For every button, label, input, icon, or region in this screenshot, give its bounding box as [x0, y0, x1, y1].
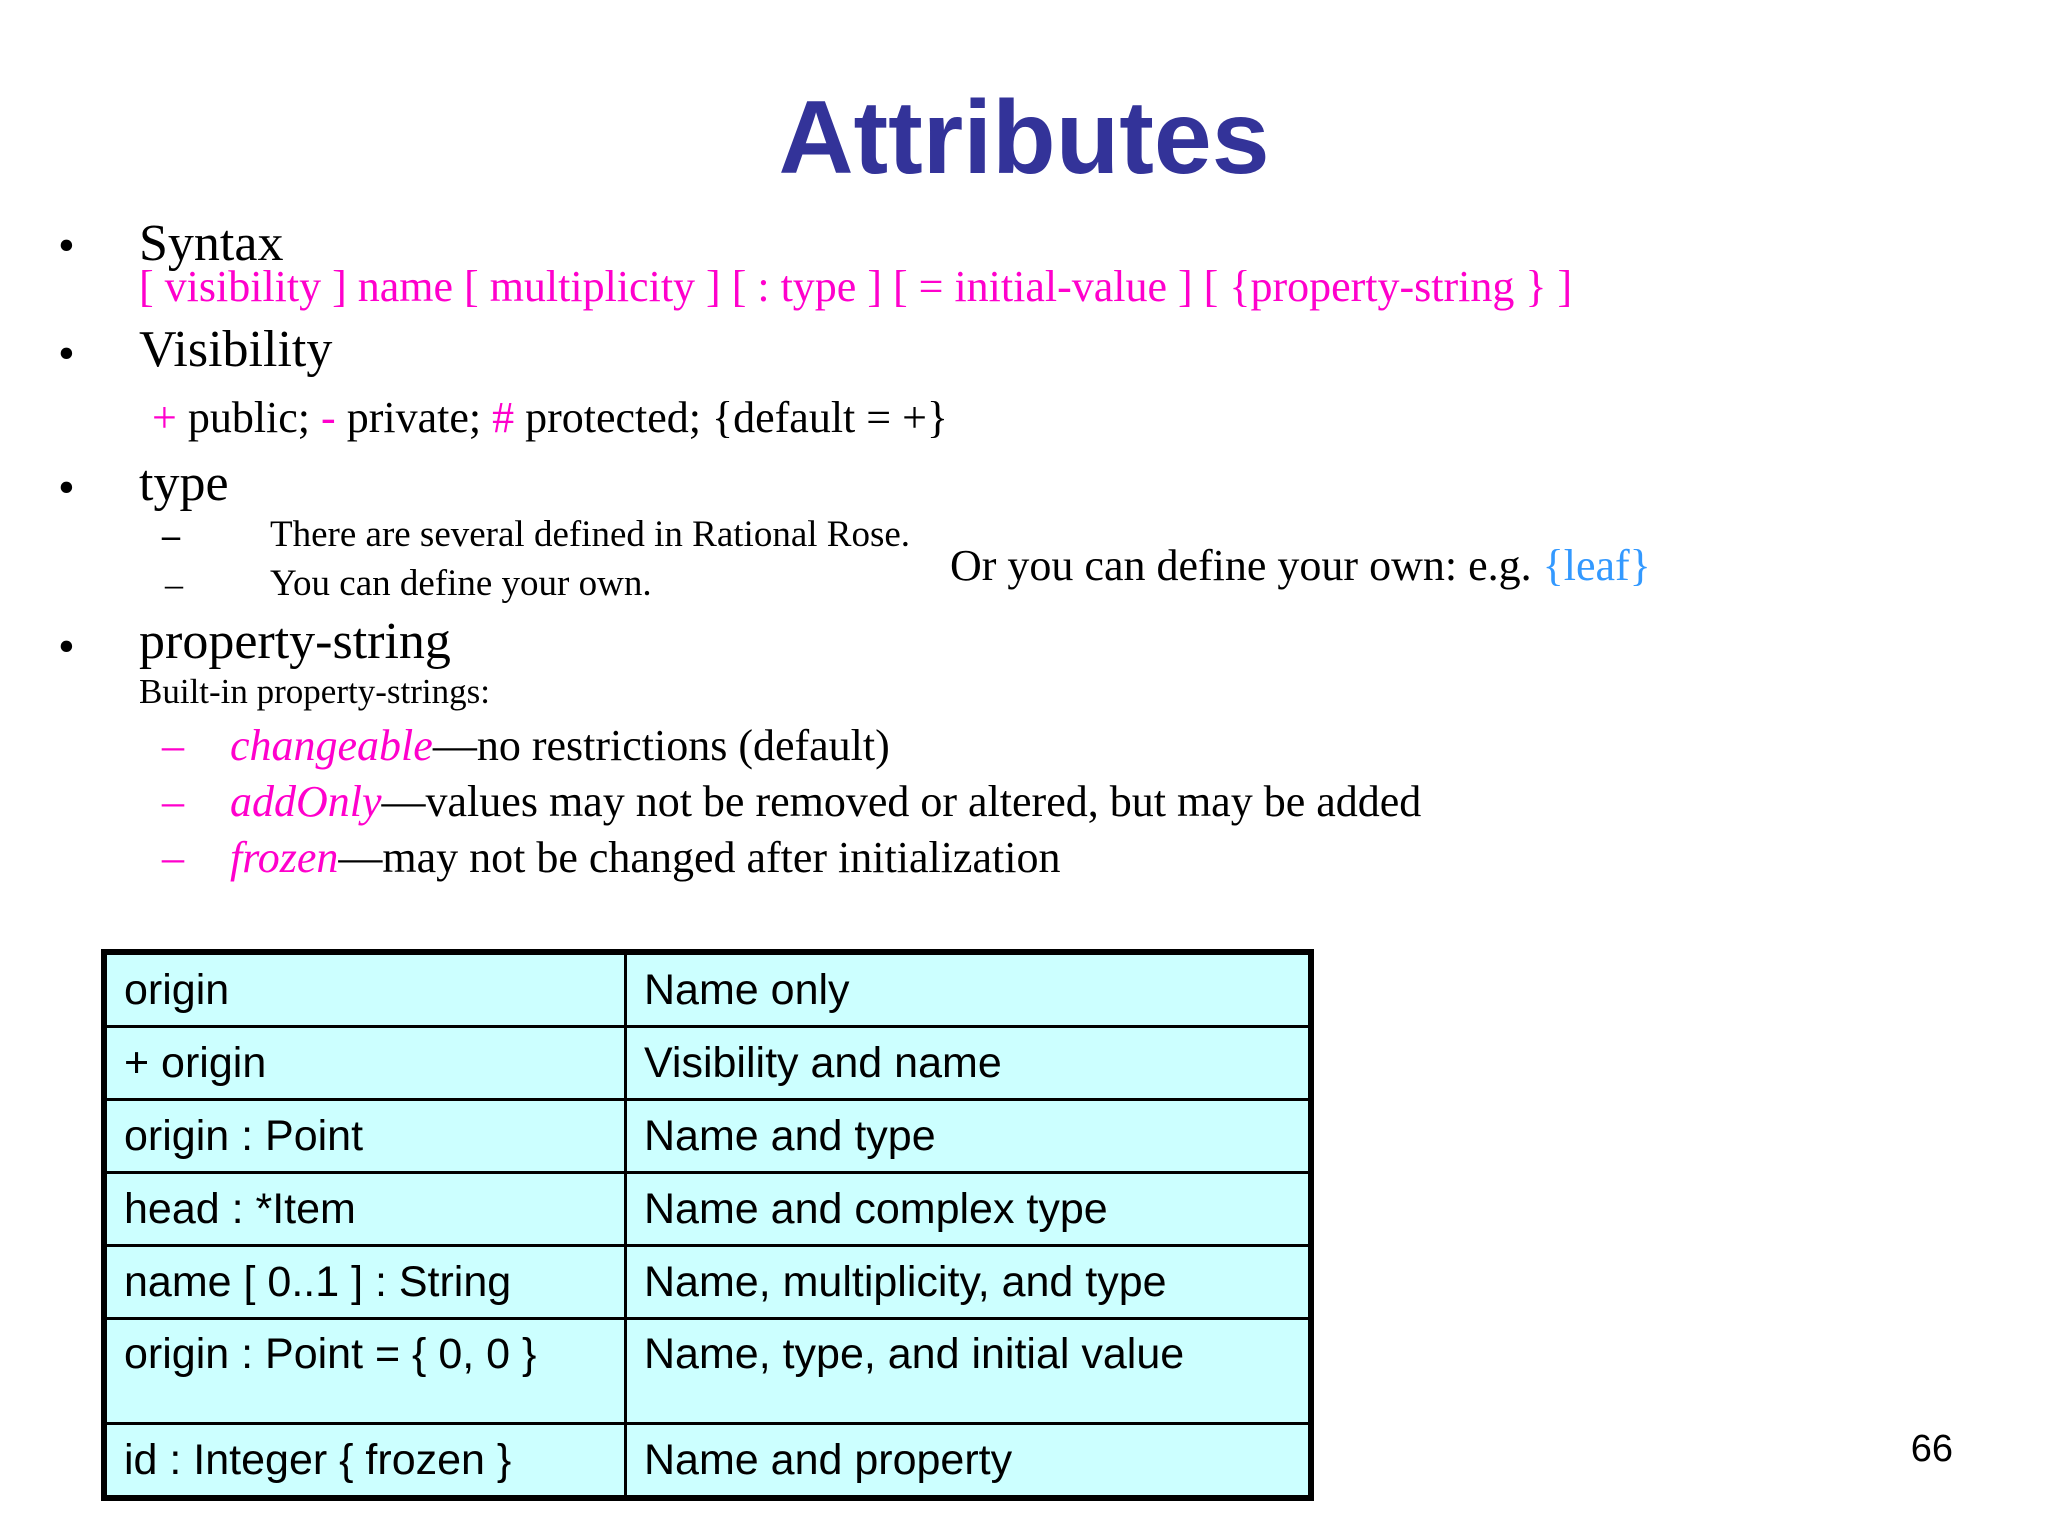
type-note-text: Or you can define your own: e.g. — [950, 541, 1543, 590]
bullet-dot: • — [58, 219, 75, 272]
table-cell-example: id : Integer { frozen } — [104, 1424, 626, 1499]
attribute-examples-table — [101, 949, 1314, 1501]
property-desc: —no restrictions (default) — [432, 721, 890, 770]
page-number: 66 — [1910, 1428, 1953, 1470]
property-item — [230, 720, 890, 772]
property-item — [230, 832, 1060, 884]
syntax-label: Syntax — [139, 215, 284, 272]
table-row — [104, 1100, 1311, 1173]
property-desc: —values may not be removed or altered, but may be added — [381, 777, 1422, 826]
property-desc: —may not be changed after initialization — [338, 833, 1061, 882]
type-label: type — [139, 455, 229, 512]
table-row — [104, 1319, 1311, 1424]
bullet-dot: • — [58, 620, 75, 673]
property-string-label: property-string — [139, 613, 451, 670]
syntax-text: [ visibility ] name [ multiplicity ] [ : type ] [ = initial-value ] [ {property-string } ] — [139, 262, 1573, 311]
table-cell-meaning: Name and complex type — [626, 1173, 1312, 1246]
sub-dash: – — [165, 564, 183, 604]
bullet-dot: • — [58, 327, 75, 380]
protected-text: protected; {default = +} — [514, 393, 949, 442]
bullet-dot: • — [58, 461, 75, 514]
table-row — [104, 952, 1311, 1027]
public-text: public; — [176, 393, 322, 442]
table-cell-example: head : *Item — [104, 1173, 626, 1246]
private-symbol: - — [321, 393, 336, 442]
private-text: private; — [335, 393, 493, 442]
visibility-line — [152, 392, 948, 444]
table-cell-meaning: Name and type — [626, 1100, 1312, 1173]
table-row — [104, 1246, 1311, 1319]
table-cell-meaning: Name, multiplicity, and type — [626, 1246, 1312, 1319]
property-item — [230, 776, 1421, 828]
sub-dash: – — [162, 721, 184, 770]
type-item: You can define your own. — [270, 563, 652, 604]
table-cell-meaning: Name only — [626, 952, 1312, 1027]
visibility-label: Visibility — [139, 321, 333, 378]
sub-dash: – — [162, 515, 180, 555]
table-row — [104, 1027, 1311, 1100]
sub-dash: – — [162, 833, 184, 882]
protected-symbol: # — [492, 393, 515, 442]
table-cell-example: origin — [104, 952, 626, 1027]
property-keyword: changeable — [230, 721, 433, 770]
type-note-example: {leaf} — [1542, 541, 1651, 590]
table-cell-example: origin : Point = { 0, 0 } — [104, 1319, 626, 1424]
table-cell-example: + origin — [104, 1027, 626, 1100]
table-cell-example: origin : Point — [104, 1100, 626, 1173]
table-row — [104, 1173, 1311, 1246]
table-cell-meaning: Visibility and name — [626, 1027, 1312, 1100]
table-cell-meaning: Name, type, and initial value — [626, 1319, 1312, 1424]
type-note — [950, 540, 1651, 592]
builtin-label: Built-in property-strings: — [139, 672, 490, 711]
table-cell-example: name [ 0..1 ] : String — [104, 1246, 626, 1319]
type-item: There are several defined in Rational Rose. — [270, 514, 911, 555]
slide-title: Attributes — [778, 80, 1270, 196]
table-cell-meaning: Name and property — [626, 1424, 1312, 1499]
property-keyword: frozen — [230, 833, 339, 882]
public-symbol: + — [152, 393, 177, 442]
table-row — [104, 1424, 1311, 1499]
sub-dash: – — [162, 777, 184, 826]
property-keyword: addOnly — [230, 777, 382, 826]
